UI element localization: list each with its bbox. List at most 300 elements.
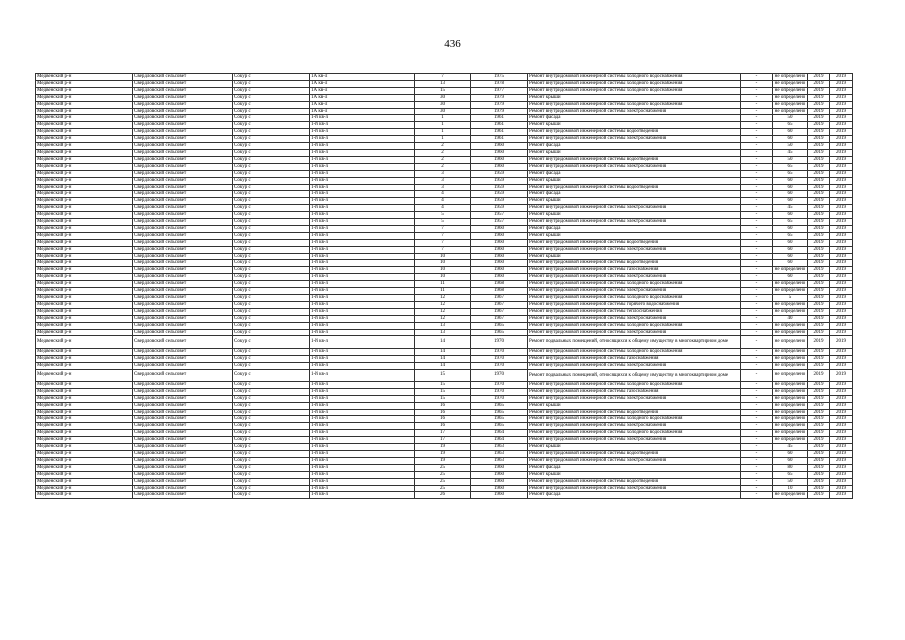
year-cell: 1965	[471, 322, 528, 329]
start-year-cell: 2019	[808, 485, 830, 492]
settlement-cell: Сокур с	[233, 416, 310, 423]
council-cell: Свердловский сельсовет	[133, 478, 233, 485]
end-year-cell: 2019	[830, 129, 853, 136]
year-cell: 1960	[471, 163, 528, 170]
start-year-cell: 2019	[808, 205, 830, 212]
council-cell: Свердловский сельсовет	[133, 315, 233, 322]
settlement-cell: Сокур с	[233, 348, 310, 355]
house-cell: 3	[415, 184, 471, 191]
council-cell: Свердловский сельсовет	[133, 381, 233, 388]
council-cell: Свердловский сельсовет	[133, 492, 233, 499]
district-cell: Медвенский р-н	[36, 295, 133, 302]
amount-cell: не определено	[773, 395, 808, 402]
work-cell: Ремонт внутридомовой инженерной системы холодного водоснабжения	[528, 80, 741, 87]
amount-cell: 65	[773, 170, 808, 177]
table-row	[36, 177, 853, 184]
end-year-cell: 2019	[830, 198, 853, 205]
house-cell: 15	[415, 87, 471, 94]
district-cell: Медвенский р-н	[36, 485, 133, 492]
separator-cell: -	[741, 315, 773, 322]
district-cell: Медвенский р-н	[36, 267, 133, 274]
end-year-cell: 2019	[830, 301, 853, 308]
district-cell: Медвенский р-н	[36, 177, 133, 184]
table-row	[36, 94, 853, 101]
street-cell: 1-й кв-л	[310, 402, 415, 409]
work-cell: Ремонт внутридомовой инженерной системы электроснабжения	[528, 362, 741, 369]
street-cell: 1-й кв-л	[310, 430, 415, 437]
table-row	[36, 369, 853, 381]
street-cell: 1-й кв-л	[310, 267, 415, 274]
amount-cell: не определено	[773, 423, 808, 430]
year-cell: 1968	[471, 281, 528, 288]
separator-cell: -	[741, 329, 773, 336]
start-year-cell: 2019	[808, 87, 830, 94]
work-cell: Ремонт внутридомовой инженерной системы водоотведения	[528, 129, 741, 136]
council-cell: Свердловский сельсовет	[133, 430, 233, 437]
end-year-cell: 2019	[830, 402, 853, 409]
end-year-cell: 2019	[830, 464, 853, 471]
separator-cell: -	[741, 205, 773, 212]
amount-cell: не определено	[773, 301, 808, 308]
work-cell: Ремонт внутридомовой инженерной системы теплоснабжения	[528, 308, 741, 315]
amount-cell: не определено	[773, 336, 808, 348]
street-cell: 1А кв-л	[310, 87, 415, 94]
council-cell: Свердловский сельсовет	[133, 348, 233, 355]
settlement-cell: Сокур с	[233, 177, 310, 184]
start-year-cell: 2019	[808, 423, 830, 430]
start-year-cell: 2019	[808, 170, 830, 177]
table-row	[36, 267, 853, 274]
settlement-cell: Сокур с	[233, 388, 310, 395]
year-cell: 1970	[471, 336, 528, 348]
start-year-cell: 2019	[808, 308, 830, 315]
settlement-cell: Сокур с	[233, 246, 310, 253]
house-cell: 12	[415, 315, 471, 322]
start-year-cell: 2019	[808, 437, 830, 444]
year-cell: 1970	[471, 381, 528, 388]
year-cell: 1960	[471, 156, 528, 163]
amount-cell: 65	[773, 122, 808, 129]
start-year-cell: 2019	[808, 156, 830, 163]
work-cell: Ремонт внутридомовой инженерной системы электроснабжения	[528, 136, 741, 143]
settlement-cell: Сокур с	[233, 437, 310, 444]
district-cell: Медвенский р-н	[36, 430, 133, 437]
settlement-cell: Сокур с	[233, 274, 310, 281]
settlement-cell: Сокур с	[233, 156, 310, 163]
amount-cell: 65	[773, 163, 808, 170]
council-cell: Свердловский сельсовет	[133, 444, 233, 451]
year-cell: 1975	[471, 74, 528, 81]
settlement-cell: Сокур с	[233, 478, 310, 485]
year-cell: 1960	[471, 246, 528, 253]
house-cell: 10	[415, 274, 471, 281]
work-cell: Ремонт внутридомовой инженерной системы холодного водоснабжения	[528, 295, 741, 302]
house-cell: 10	[415, 253, 471, 260]
work-cell: Ремонт внутридомовой инженерной системы электроснабжения	[528, 219, 741, 226]
street-cell: 1-й кв-л	[310, 301, 415, 308]
work-cell: Ремонт внутридомовой инженерной системы водоотведения	[528, 184, 741, 191]
work-cell: Ремонт внутридомовой инженерной системы горячего водоснабжения	[528, 301, 741, 308]
table-row	[36, 108, 853, 115]
amount-cell: 60	[773, 225, 808, 232]
council-cell: Свердловский сельсовет	[133, 143, 233, 150]
work-cell: Ремонт крыши	[528, 232, 741, 239]
settlement-cell: Сокур с	[233, 87, 310, 94]
settlement-cell: Сокур с	[233, 288, 310, 295]
year-cell: 1959	[471, 205, 528, 212]
amount-cell: не определено	[773, 281, 808, 288]
year-cell: 1979	[471, 101, 528, 108]
street-cell: 1-й кв-л	[310, 253, 415, 260]
separator-cell: -	[741, 308, 773, 315]
street-cell: 1-й кв-л	[310, 388, 415, 395]
table-row	[36, 136, 853, 143]
start-year-cell: 2019	[808, 198, 830, 205]
start-year-cell: 2019	[808, 362, 830, 369]
council-cell: Свердловский сельсовет	[133, 246, 233, 253]
year-cell: 1965	[471, 329, 528, 336]
house-cell: 4	[415, 205, 471, 212]
district-cell: Медвенский р-н	[36, 355, 133, 362]
amount-cell: 60	[773, 274, 808, 281]
house-cell: 4	[415, 191, 471, 198]
end-year-cell: 2019	[830, 101, 853, 108]
amount-cell: 50	[773, 156, 808, 163]
start-year-cell: 2019	[808, 381, 830, 388]
house-cell: 15	[415, 395, 471, 402]
council-cell: Свердловский сельсовет	[133, 87, 233, 94]
separator-cell: -	[741, 423, 773, 430]
year-cell: 1961	[471, 136, 528, 143]
work-cell: Ремонт фасада	[528, 143, 741, 150]
table-row	[36, 478, 853, 485]
street-cell: 1-й кв-л	[310, 457, 415, 464]
council-cell: Свердловский сельсовет	[133, 274, 233, 281]
settlement-cell: Сокур с	[233, 402, 310, 409]
year-cell: 1979	[471, 108, 528, 115]
settlement-cell: Сокур с	[233, 163, 310, 170]
work-cell: Ремонт внутридомовой инженерной системы холодного водоснабжения	[528, 74, 741, 81]
council-cell: Свердловский сельсовет	[133, 362, 233, 369]
table-row	[36, 423, 853, 430]
settlement-cell: Сокур с	[233, 149, 310, 156]
year-cell: 1963	[471, 451, 528, 458]
separator-cell: -	[741, 430, 773, 437]
settlement-cell: Сокур с	[233, 315, 310, 322]
separator-cell: -	[741, 444, 773, 451]
separator-cell: -	[741, 129, 773, 136]
council-cell: Свердловский сельсовет	[133, 191, 233, 198]
settlement-cell: Сокур с	[233, 362, 310, 369]
street-cell: 1-й кв-л	[310, 471, 415, 478]
separator-cell: -	[741, 267, 773, 274]
separator-cell: -	[741, 94, 773, 101]
council-cell: Свердловский сельсовет	[133, 457, 233, 464]
district-cell: Медвенский р-н	[36, 246, 133, 253]
district-cell: Медвенский р-н	[36, 87, 133, 94]
district-cell: Медвенский р-н	[36, 232, 133, 239]
table-row	[36, 80, 853, 87]
separator-cell: -	[741, 451, 773, 458]
year-cell: 1960	[471, 492, 528, 499]
start-year-cell: 2019	[808, 388, 830, 395]
separator-cell: -	[741, 355, 773, 362]
district-cell: Медвенский р-н	[36, 362, 133, 369]
end-year-cell: 2019	[830, 336, 853, 348]
street-cell: 1-й кв-л	[310, 191, 415, 198]
council-cell: Свердловский сельсовет	[133, 225, 233, 232]
house-cell: 1	[415, 136, 471, 143]
street-cell: 1-й кв-л	[310, 423, 415, 430]
street-cell: 1-й кв-л	[310, 478, 415, 485]
separator-cell: -	[741, 381, 773, 388]
amount-cell: не определено	[773, 108, 808, 115]
district-cell: Медвенский р-н	[36, 464, 133, 471]
settlement-cell: Сокур с	[233, 381, 310, 388]
council-cell: Свердловский сельсовет	[133, 355, 233, 362]
work-cell: Ремонт внутридомовой инженерной системы холодного водоснабжения	[528, 416, 741, 423]
start-year-cell: 2019	[808, 232, 830, 239]
start-year-cell: 2019	[808, 457, 830, 464]
work-cell: Ремонт фасада	[528, 115, 741, 122]
end-year-cell: 2019	[830, 232, 853, 239]
district-cell: Медвенский р-н	[36, 143, 133, 150]
council-cell: Свердловский сельсовет	[133, 232, 233, 239]
separator-cell: -	[741, 395, 773, 402]
separator-cell: -	[741, 492, 773, 499]
district-cell: Медвенский р-н	[36, 115, 133, 122]
separator-cell: -	[741, 464, 773, 471]
street-cell: 1-й кв-л	[310, 212, 415, 219]
amount-cell: не определено	[773, 409, 808, 416]
street-cell: 1-й кв-л	[310, 464, 415, 471]
council-cell: Свердловский сельсовет	[133, 437, 233, 444]
separator-cell: -	[741, 170, 773, 177]
work-cell: Ремонт внутридомовой инженерной системы холодного водоснабжения	[528, 281, 741, 288]
separator-cell: -	[741, 301, 773, 308]
table-row	[36, 156, 853, 163]
year-cell: 1964	[471, 437, 528, 444]
end-year-cell: 2019	[830, 322, 853, 329]
end-year-cell: 2019	[830, 281, 853, 288]
amount-cell: 45	[773, 205, 808, 212]
settlement-cell: Сокур с	[233, 492, 310, 499]
settlement-cell: Сокур с	[233, 451, 310, 458]
district-cell: Медвенский р-н	[36, 149, 133, 156]
separator-cell: -	[741, 232, 773, 239]
separator-cell: -	[741, 402, 773, 409]
start-year-cell: 2019	[808, 492, 830, 499]
work-cell: Ремонт внутридомовой инженерной системы холодного водоснабжения	[528, 348, 741, 355]
work-cell: Ремонт внутридомовой инженерной системы электроснабжения	[528, 163, 741, 170]
council-cell: Свердловский сельсовет	[133, 369, 233, 381]
house-cell: 2	[415, 143, 471, 150]
table-row	[36, 232, 853, 239]
year-cell: 1970	[471, 355, 528, 362]
street-cell: 1-й кв-л	[310, 348, 415, 355]
street-cell: 1-й кв-л	[310, 170, 415, 177]
separator-cell: -	[741, 369, 773, 381]
start-year-cell: 2019	[808, 274, 830, 281]
council-cell: Свердловский сельсовет	[133, 295, 233, 302]
start-year-cell: 2019	[808, 129, 830, 136]
start-year-cell: 2019	[808, 471, 830, 478]
table-row	[36, 444, 853, 451]
table-row	[36, 416, 853, 423]
table-row	[36, 281, 853, 288]
amount-cell: 80	[773, 464, 808, 471]
separator-cell: -	[741, 409, 773, 416]
end-year-cell: 2019	[830, 471, 853, 478]
amount-cell: не определено	[773, 369, 808, 381]
work-cell: Ремонт внутридомовой инженерной системы водоотведения	[528, 409, 741, 416]
table-row	[36, 149, 853, 156]
amount-cell: не определено	[773, 492, 808, 499]
work-cell: Ремонт внутридомовой инженерной системы холодного водоснабжения	[528, 322, 741, 329]
end-year-cell: 2019	[830, 115, 853, 122]
amount-cell: не определено	[773, 355, 808, 362]
house-cell: 7	[415, 246, 471, 253]
council-cell: Свердловский сельсовет	[133, 288, 233, 295]
amount-cell: 45	[773, 444, 808, 451]
year-cell: 1959	[471, 198, 528, 205]
table-row	[36, 409, 853, 416]
house-cell: 14	[415, 362, 471, 369]
settlement-cell: Сокур с	[233, 143, 310, 150]
table-row	[36, 274, 853, 281]
end-year-cell: 2019	[830, 225, 853, 232]
settlement-cell: Сокур с	[233, 80, 310, 87]
district-cell: Медвенский р-н	[36, 239, 133, 246]
amount-cell: не определено	[773, 288, 808, 295]
end-year-cell: 2019	[830, 288, 853, 295]
amount-cell: 45	[773, 149, 808, 156]
amount-cell: не определено	[773, 388, 808, 395]
work-cell: Ремонт крыши	[528, 177, 741, 184]
end-year-cell: 2019	[830, 212, 853, 219]
start-year-cell: 2019	[808, 295, 830, 302]
house-cell: 7	[415, 74, 471, 81]
year-cell: 1960	[471, 239, 528, 246]
council-cell: Свердловский сельсовет	[133, 301, 233, 308]
council-cell: Свердловский сельсовет	[133, 108, 233, 115]
work-cell: Ремонт фасада	[528, 225, 741, 232]
settlement-cell: Сокур с	[233, 253, 310, 260]
council-cell: Свердловский сельсовет	[133, 122, 233, 129]
start-year-cell: 2019	[808, 115, 830, 122]
year-cell: 1960	[471, 253, 528, 260]
house-cell: 10	[415, 260, 471, 267]
start-year-cell: 2019	[808, 444, 830, 451]
table-row	[36, 143, 853, 150]
settlement-cell: Сокур с	[233, 129, 310, 136]
work-cell: Ремонт крыши	[528, 94, 741, 101]
settlement-cell: Сокур с	[233, 281, 310, 288]
district-cell: Медвенский р-н	[36, 478, 133, 485]
house-cell: 13	[415, 322, 471, 329]
amount-cell: не определено	[773, 381, 808, 388]
table-row	[36, 246, 853, 253]
street-cell: 1-й кв-л	[310, 274, 415, 281]
street-cell: 1-й кв-л	[310, 295, 415, 302]
work-cell: Ремонт внутридомовой инженерной системы водоотведения	[528, 451, 741, 458]
district-cell: Медвенский р-н	[36, 388, 133, 395]
amount-cell: не определено	[773, 416, 808, 423]
district-cell: Медвенский р-н	[36, 409, 133, 416]
separator-cell: -	[741, 274, 773, 281]
work-cell: Ремонт внутридомовой инженерной системы электроснабжения	[528, 437, 741, 444]
year-cell: 1970	[471, 362, 528, 369]
street-cell: 1-й кв-л	[310, 129, 415, 136]
year-cell: 1960	[471, 471, 528, 478]
separator-cell: -	[741, 122, 773, 129]
house-cell: 1	[415, 129, 471, 136]
street-cell: 1-й кв-л	[310, 322, 415, 329]
year-cell: 1959	[471, 184, 528, 191]
table-row	[36, 163, 853, 170]
settlement-cell: Сокур с	[233, 336, 310, 348]
house-cell: 17	[415, 430, 471, 437]
street-cell: 1А кв-л	[310, 108, 415, 115]
council-cell: Свердловский сельсовет	[133, 101, 233, 108]
table-row	[36, 115, 853, 122]
settlement-cell: Сокур с	[233, 267, 310, 274]
year-cell: 1960	[471, 274, 528, 281]
house-cell: 25	[415, 464, 471, 471]
separator-cell: -	[741, 219, 773, 226]
work-cell: Ремонт подвальных помещений, относящихся к общему имуществу в многоквартирном доме	[528, 336, 741, 348]
separator-cell: -	[741, 108, 773, 115]
council-cell: Свердловский сельсовет	[133, 308, 233, 315]
council-cell: Свердловский сельсовет	[133, 205, 233, 212]
house-cell: 13	[415, 80, 471, 87]
amount-cell: 60	[773, 198, 808, 205]
year-cell: 1967	[471, 301, 528, 308]
table-row	[36, 329, 853, 336]
council-cell: Свердловский сельсовет	[133, 451, 233, 458]
year-cell: 1970	[471, 388, 528, 395]
start-year-cell: 2019	[808, 219, 830, 226]
house-cell: 10	[415, 267, 471, 274]
district-cell: Медвенский р-н	[36, 457, 133, 464]
start-year-cell: 2019	[808, 149, 830, 156]
separator-cell: -	[741, 478, 773, 485]
district-cell: Медвенский р-н	[36, 136, 133, 143]
house-cell: 17	[415, 437, 471, 444]
council-cell: Свердловский сельсовет	[133, 239, 233, 246]
amount-cell: не определено	[773, 348, 808, 355]
table-row	[36, 239, 853, 246]
street-cell: 1-й кв-л	[310, 369, 415, 381]
start-year-cell: 2019	[808, 451, 830, 458]
end-year-cell: 2019	[830, 369, 853, 381]
end-year-cell: 2019	[830, 87, 853, 94]
street-cell: 1-й кв-л	[310, 122, 415, 129]
start-year-cell: 2019	[808, 329, 830, 336]
house-cell: 2	[415, 163, 471, 170]
year-cell: 1959	[471, 191, 528, 198]
end-year-cell: 2019	[830, 136, 853, 143]
year-cell: 1963	[471, 457, 528, 464]
work-cell: Ремонт внутридомовой инженерной системы электроснабжения	[528, 288, 741, 295]
table-row	[36, 184, 853, 191]
work-cell: Ремонт внутридомовой инженерной системы газоснабжения	[528, 267, 741, 274]
table-row	[36, 87, 853, 94]
settlement-cell: Сокур с	[233, 355, 310, 362]
district-cell: Медвенский р-н	[36, 301, 133, 308]
separator-cell: -	[741, 457, 773, 464]
table-row	[36, 198, 853, 205]
